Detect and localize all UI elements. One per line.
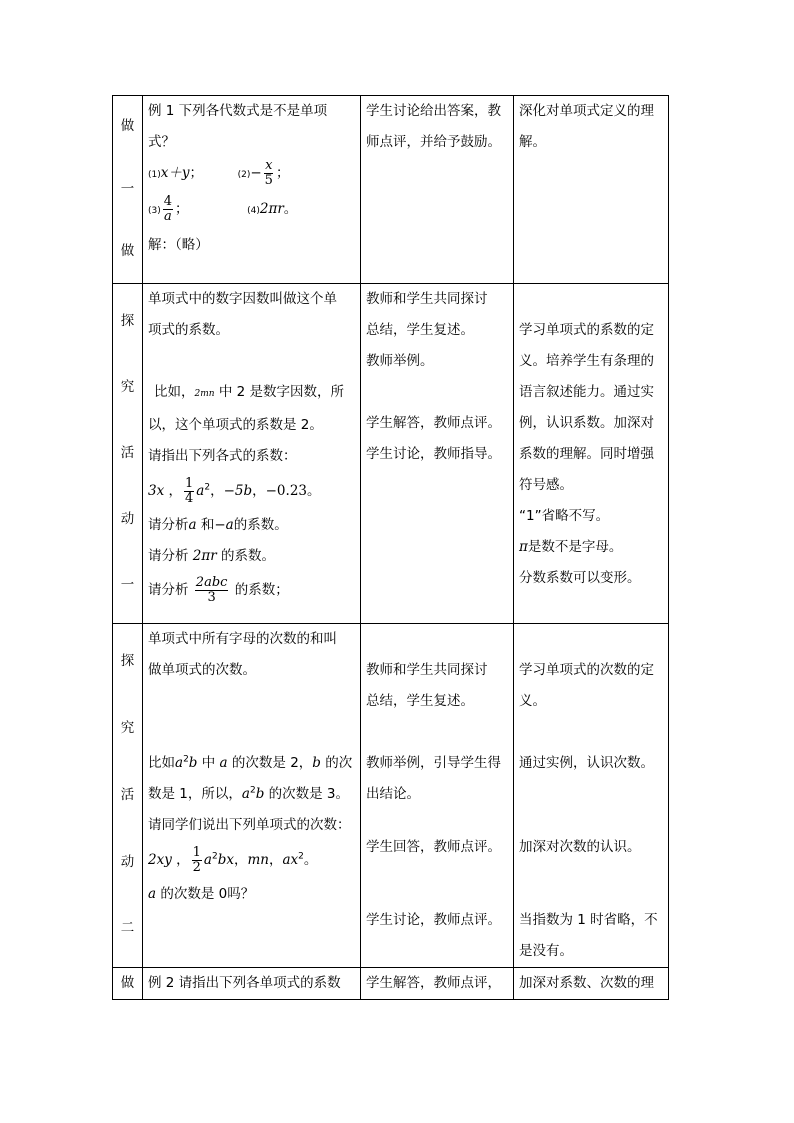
- method-cell: [361, 284, 514, 624]
- text-line: 教师和学生共同探讨: [366, 291, 488, 307]
- fraction-denominator: 3: [207, 589, 216, 605]
- fraction-numerator: 2abc: [195, 574, 228, 590]
- text-span: 是数不是字母。: [527, 539, 623, 555]
- text-line: 学生回答，教师点评。: [366, 839, 501, 855]
- math-expr: b: [255, 786, 265, 802]
- side-char: 二: [120, 920, 135, 937]
- text-span: 中 2 是数字因数，所: [214, 384, 345, 400]
- text-line: 学习单项式的次数的定: [519, 662, 654, 678]
- side-char: 做: [120, 243, 135, 260]
- text-line: 例 2 请指出下列各单项式的系数: [148, 975, 341, 991]
- fraction: [184, 477, 194, 505]
- math-expr: a: [196, 483, 205, 499]
- text-line: 加深对系数、次数的理: [519, 975, 654, 991]
- text-line: 系数的理解。同时增强: [519, 446, 654, 462]
- content-cell: [143, 284, 361, 624]
- text-line: 例 1 下列各代数式是不是单项: [148, 103, 328, 119]
- text-span: 请分析: [148, 548, 193, 564]
- text-span: 的系数。: [233, 517, 288, 533]
- text-line: [519, 532, 663, 563]
- text-line: 教师举例。: [366, 353, 434, 369]
- text-span: 请分析: [148, 517, 189, 533]
- text-span: 和: [196, 517, 215, 533]
- text-line: 通过实例，认识次数。: [519, 755, 654, 771]
- side-char: 探: [120, 312, 135, 329]
- expr-line: 3x ， $\frac{1}{4}$ $a^2$，−5b，−0.23。: [148, 475, 321, 506]
- purpose-cell: [514, 968, 669, 1000]
- text-line: 总结，学生复述。: [366, 322, 474, 338]
- fraction-denominator: 4: [185, 490, 194, 506]
- text-line: 义。: [519, 693, 546, 709]
- text-line: 分数系数可以变形。: [519, 570, 641, 586]
- math-expr: b: [312, 755, 321, 771]
- text-line: 总结，学生复述。: [366, 693, 474, 709]
- math-expr: 2πr: [259, 201, 284, 217]
- text-line: [148, 541, 355, 572]
- item-label: (4): [247, 206, 260, 216]
- text-line: 学生讨论给出答案，教: [366, 103, 501, 119]
- side-char: 动: [120, 510, 135, 527]
- table-row-example2: [113, 968, 669, 1000]
- table-row-activity1: [113, 284, 669, 624]
- text-line: 师点评，并给予鼓励。: [366, 134, 501, 150]
- text-span: 数是 1，所以，: [148, 786, 242, 802]
- math-expr: a: [203, 852, 212, 868]
- text-span: 比如，: [154, 384, 195, 400]
- text-span: 中: [197, 755, 220, 771]
- fraction-numerator: 4: [163, 193, 173, 209]
- text-line: [148, 879, 355, 910]
- math-expr: −a: [214, 517, 234, 533]
- text-line: [148, 377, 355, 410]
- item-label: (3): [148, 206, 161, 216]
- side-char: 活: [120, 786, 135, 803]
- text-line: 式？: [148, 134, 175, 150]
- text-line: 是没有。: [519, 943, 573, 959]
- text-span: 的次数是 0吗？: [156, 886, 255, 902]
- exponent: 2: [204, 482, 211, 493]
- text-line: 做单项式的次数。: [148, 662, 256, 678]
- text-line: 学生解答，教师点评。: [366, 415, 501, 431]
- text-line: [148, 748, 355, 779]
- table-row-example1: [113, 96, 669, 284]
- math-sign: −: [250, 165, 262, 181]
- exponent: 2: [183, 754, 189, 765]
- side-char: 做: [120, 975, 135, 991]
- text-line: 义。培养学生有条理的: [519, 353, 654, 369]
- text-line: 项式的系数。: [148, 322, 229, 338]
- side-char: 活: [120, 444, 135, 461]
- text-line: 深化对单项式定义的理: [519, 103, 654, 119]
- row-side-label: [113, 284, 143, 624]
- text-line: 单项式中所有字母的次数的和叫: [148, 631, 337, 647]
- text-line: 解。: [519, 134, 546, 150]
- punct: ；: [275, 165, 290, 181]
- math-expr: x＋y: [160, 165, 190, 181]
- text-line: 请指出下列各式的系数：: [148, 448, 297, 464]
- fraction-numerator: 1: [185, 475, 194, 491]
- exponent: 2: [298, 851, 304, 862]
- math-expr: 2mn: [194, 389, 215, 399]
- side-char: 究: [120, 719, 135, 736]
- fraction: [195, 576, 229, 604]
- math-expr: b: [188, 755, 198, 771]
- math-expr: mn: [247, 852, 269, 868]
- text-line: 单项式中的数字因数叫做这个单: [148, 291, 337, 307]
- side-char: 动: [120, 853, 135, 870]
- lesson-plan-table: [112, 95, 669, 1000]
- text-span: 的次数是 2，: [227, 755, 313, 771]
- text-line: 学生讨论，教师指导。: [366, 446, 501, 462]
- text-line: [148, 510, 355, 541]
- math-expr: 3x: [148, 483, 165, 499]
- math-expr: a: [175, 755, 184, 771]
- fraction-denominator: a: [164, 208, 172, 224]
- purpose-cell: [514, 96, 669, 284]
- side-char: 一: [120, 576, 135, 593]
- fraction: [192, 846, 202, 874]
- math-expr: −0.23: [265, 483, 307, 499]
- math-expr: ax: [282, 852, 299, 868]
- text-span: 的次数是 3。: [264, 786, 350, 802]
- text-line: 以，这个单项式的系数是 2。: [148, 417, 323, 433]
- side-char: 探: [120, 653, 135, 670]
- answer-line: 解：（略）: [148, 237, 209, 253]
- punct: 。: [283, 201, 298, 217]
- purpose-cell: [514, 624, 669, 968]
- fraction: [264, 159, 274, 187]
- side-char: 究: [120, 378, 135, 395]
- math-expr: π: [519, 539, 528, 555]
- text-line: 语言叙述能力。通过实: [519, 384, 654, 400]
- math-expr: bx: [217, 852, 234, 868]
- text-line: 加深对次数的认识。: [519, 839, 641, 855]
- text-span: 比如: [148, 755, 175, 771]
- text-line: 教师举例，引导学生得: [366, 755, 501, 771]
- text-line: 学习单项式的系数的定: [519, 322, 654, 338]
- expr-line: [148, 158, 355, 190]
- text-span: 的系数；: [230, 582, 289, 598]
- text-line: 出结论。: [366, 786, 420, 802]
- purpose-cell: [514, 284, 669, 624]
- text-line: 学生解答，教师点评，: [366, 975, 501, 991]
- text-line: 学生讨论，教师点评。: [366, 912, 501, 928]
- math-expr: a: [219, 755, 228, 771]
- fraction-denominator: 5: [264, 172, 273, 188]
- fraction-denominator: 2: [192, 859, 201, 875]
- text-span: 的系数。: [216, 548, 276, 564]
- side-char: 做: [120, 118, 135, 135]
- fraction-numerator: x: [265, 157, 273, 173]
- text-line: “1”省略不写。: [519, 508, 610, 524]
- math-expr: 2πr: [192, 548, 217, 564]
- text-line: 教师和学生共同探讨: [366, 662, 488, 678]
- expr-line: 2xy ， $\frac{1}{2}$ $a^2bx$，mn，$ax^2$。: [148, 844, 318, 875]
- math-expr: a: [241, 786, 250, 802]
- text-line: 请同学们说出下列单项式的次数：: [148, 817, 351, 833]
- content-cell: [143, 968, 361, 1000]
- expr-line: [148, 190, 355, 230]
- content-cell: [143, 624, 361, 968]
- row-side-label: [113, 968, 143, 1000]
- text-span: 的次: [320, 755, 353, 771]
- text-line: [148, 572, 355, 608]
- text-line: 当指数为 1 时省略，不: [519, 912, 658, 928]
- math-expr: 2xy: [148, 852, 172, 868]
- item-label: (2): [237, 170, 251, 180]
- math-expr: −5b: [223, 483, 253, 499]
- table-row-activity2: [113, 624, 669, 968]
- item-label: (1): [148, 170, 161, 180]
- text-line: 符号感。: [519, 477, 573, 493]
- fraction: [163, 195, 173, 223]
- exponent: 2: [249, 785, 256, 796]
- text-line: 例，认识系数。加深对: [519, 415, 654, 431]
- punct: ；: [189, 165, 203, 181]
- fraction-numerator: 1: [192, 844, 201, 860]
- row-side-label: [113, 624, 143, 968]
- math-expr: a: [188, 517, 197, 533]
- row-side-label: [113, 96, 143, 284]
- text-span: 请分析: [148, 582, 193, 598]
- method-cell: [361, 624, 514, 968]
- side-char: 一: [120, 180, 135, 197]
- method-cell: [361, 968, 514, 1000]
- text-line: [148, 779, 355, 810]
- math-expr: a: [148, 886, 157, 902]
- method-cell: [361, 96, 514, 284]
- exponent: 2: [211, 851, 218, 862]
- punct: ；: [175, 201, 189, 217]
- content-cell: [143, 96, 361, 284]
